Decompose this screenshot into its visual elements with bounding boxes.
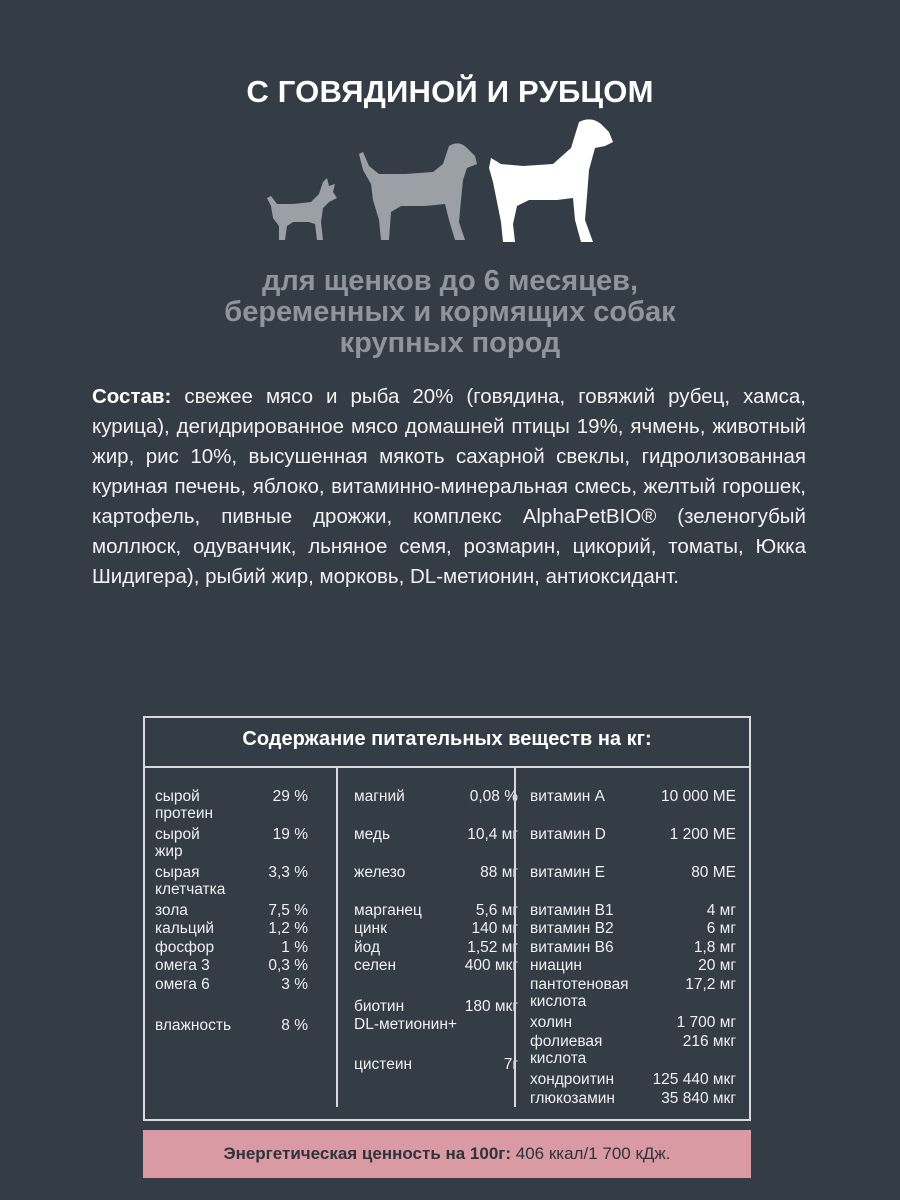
nutrient-name: витамин A [530,788,605,805]
nutrient-value: 10,4 мг [467,826,518,843]
nutrient-name: омега 3 [155,957,210,974]
dog-size-icons [255,118,615,248]
nutrient-name: хондроитин [530,1071,615,1088]
nutrient-name: витамин B2 [530,920,614,937]
nutrient-name: холин [530,1014,573,1031]
nutrient-value: 35 840 мкг [661,1090,736,1107]
nutrient-name: фолиевая кислота [530,1033,603,1067]
nutrient-value: 7г [503,1056,518,1073]
nutrient-value: 3 % [281,976,308,993]
nutrient-name: марганец [354,902,422,919]
nutrient-value: 10 000 МЕ [661,788,736,805]
nutrient-name: цистеин [354,1056,413,1073]
composition-label: Состав: [92,385,172,408]
nutrient-name: цинк [354,920,387,937]
nutrient-name: медь [354,826,391,843]
nutrient-value: 140 мг [471,920,518,937]
nutrient-name: биотин [354,998,405,1015]
medium-dog-icon [355,140,480,246]
composition-body: свежее мясо и рыба 20% (говядина, говяжий рубец, хамса, курица), дегидрированное мясо домашней птицы 19%, ячмень, животный жир, рис 10%, высушенная мякоть сахарной свеклы, гидролизованная куриная печень, яблоко, витаминно-минеральная смесь, желтый горошек, картофель, пивные дрожжи, комплекс AlphaPetBIO® (зеленогубый моллюск, одуванчик, льняное семя, розмарин, цикорий, томаты, Юкка Шидигера), рыбий жир, морковь, DL-метионин, антиоксидант. [92,385,806,588]
nutrient-value: 180 мкг [464,998,518,1015]
nutrient-name: влажность [155,1017,232,1034]
nutrient-value: 1 200 МЕ [669,826,736,843]
nutrient-name: магний [354,788,405,805]
nutrient-name: витамин D [530,826,606,843]
subtitle-line: крупных пород [339,327,561,359]
nutrient-value: 3,3 % [268,864,308,881]
nutrient-value: 7,5 % [268,902,308,919]
nutrient-value: 216 мкг [682,1033,736,1050]
nutrient-value: 8 % [281,1017,308,1034]
nutrients-column-vitamins [514,766,746,1107]
nutrient-name: сырой жир [155,826,200,860]
nutrient-value: 80 МЕ [691,864,736,881]
small-dog-icon [263,178,343,244]
nutrient-name: DL-метионин+ [354,1016,457,1033]
nutrient-name: йод [354,939,380,956]
nutrient-name: витамин B1 [530,902,614,919]
nutrients-table [143,716,751,1121]
subtitle-line: беременных и кормящих собак [224,296,676,328]
energy-value: 406 ккал/1 700 кДж. [511,1144,671,1163]
nutrient-value: 19 % [272,826,308,843]
nutrient-name: ниацин [530,957,582,974]
nutrient-name: фосфор [155,939,215,956]
nutrient-name: железо [354,864,406,881]
nutrient-value: 20 мг [698,957,736,974]
nutrient-name: кальций [155,920,215,937]
nutrient-name: сырая клетчатка [155,864,226,898]
nutrient-value: 1,8 мг [693,939,736,956]
nutrient-value: 1,2 % [268,920,308,937]
nutrient-value: 0,08 % [469,788,518,805]
nutrient-value: 1,52 мг [467,939,518,956]
nutrient-name: зола [155,902,188,919]
nutrients-column-basic [155,766,318,1119]
nutrient-value: 5,6 мг [475,902,518,919]
energy-label: Энергетическая ценность на 100г: [223,1144,512,1163]
large-dog-icon [483,118,615,246]
nutrient-value: 0,3 % [268,957,308,974]
composition-text [92,382,806,592]
nutrient-name: сырой протеин [155,788,214,822]
nutrient-name: пантотеновая кислота [530,976,629,1010]
nutrient-name: глюкозамин [530,1090,615,1107]
nutrient-value: 400 мкг [464,957,518,974]
nutrient-name: витамин E [530,864,605,881]
nutrient-value: 88 мг [480,864,518,881]
nutrient-name: омега 6 [155,976,210,993]
nutrients-title: Содержание питательных веществ на кг: [242,728,652,750]
nutrient-value: 6 мг [706,920,736,937]
product-title: С ГОВЯДИНОЙ И РУБЦОМ [246,74,654,109]
nutrient-value: 1 % [281,939,308,956]
energy-value-bar [143,1130,751,1178]
nutrient-name: витамин B6 [530,939,614,956]
nutrient-value: 17,2 мг [685,976,736,993]
nutrient-value: 4 мг [706,902,736,919]
nutrient-name: селен [354,957,397,974]
target-audience [0,266,900,359]
nutrient-value: 1 700 мг [676,1014,736,1031]
nutrient-value: 29 % [272,788,308,805]
subtitle-line: для щенков до 6 месяцев, [261,265,639,297]
nutrient-value: 125 440 мкг [652,1071,736,1088]
nutrients-column-minerals [336,766,528,1107]
